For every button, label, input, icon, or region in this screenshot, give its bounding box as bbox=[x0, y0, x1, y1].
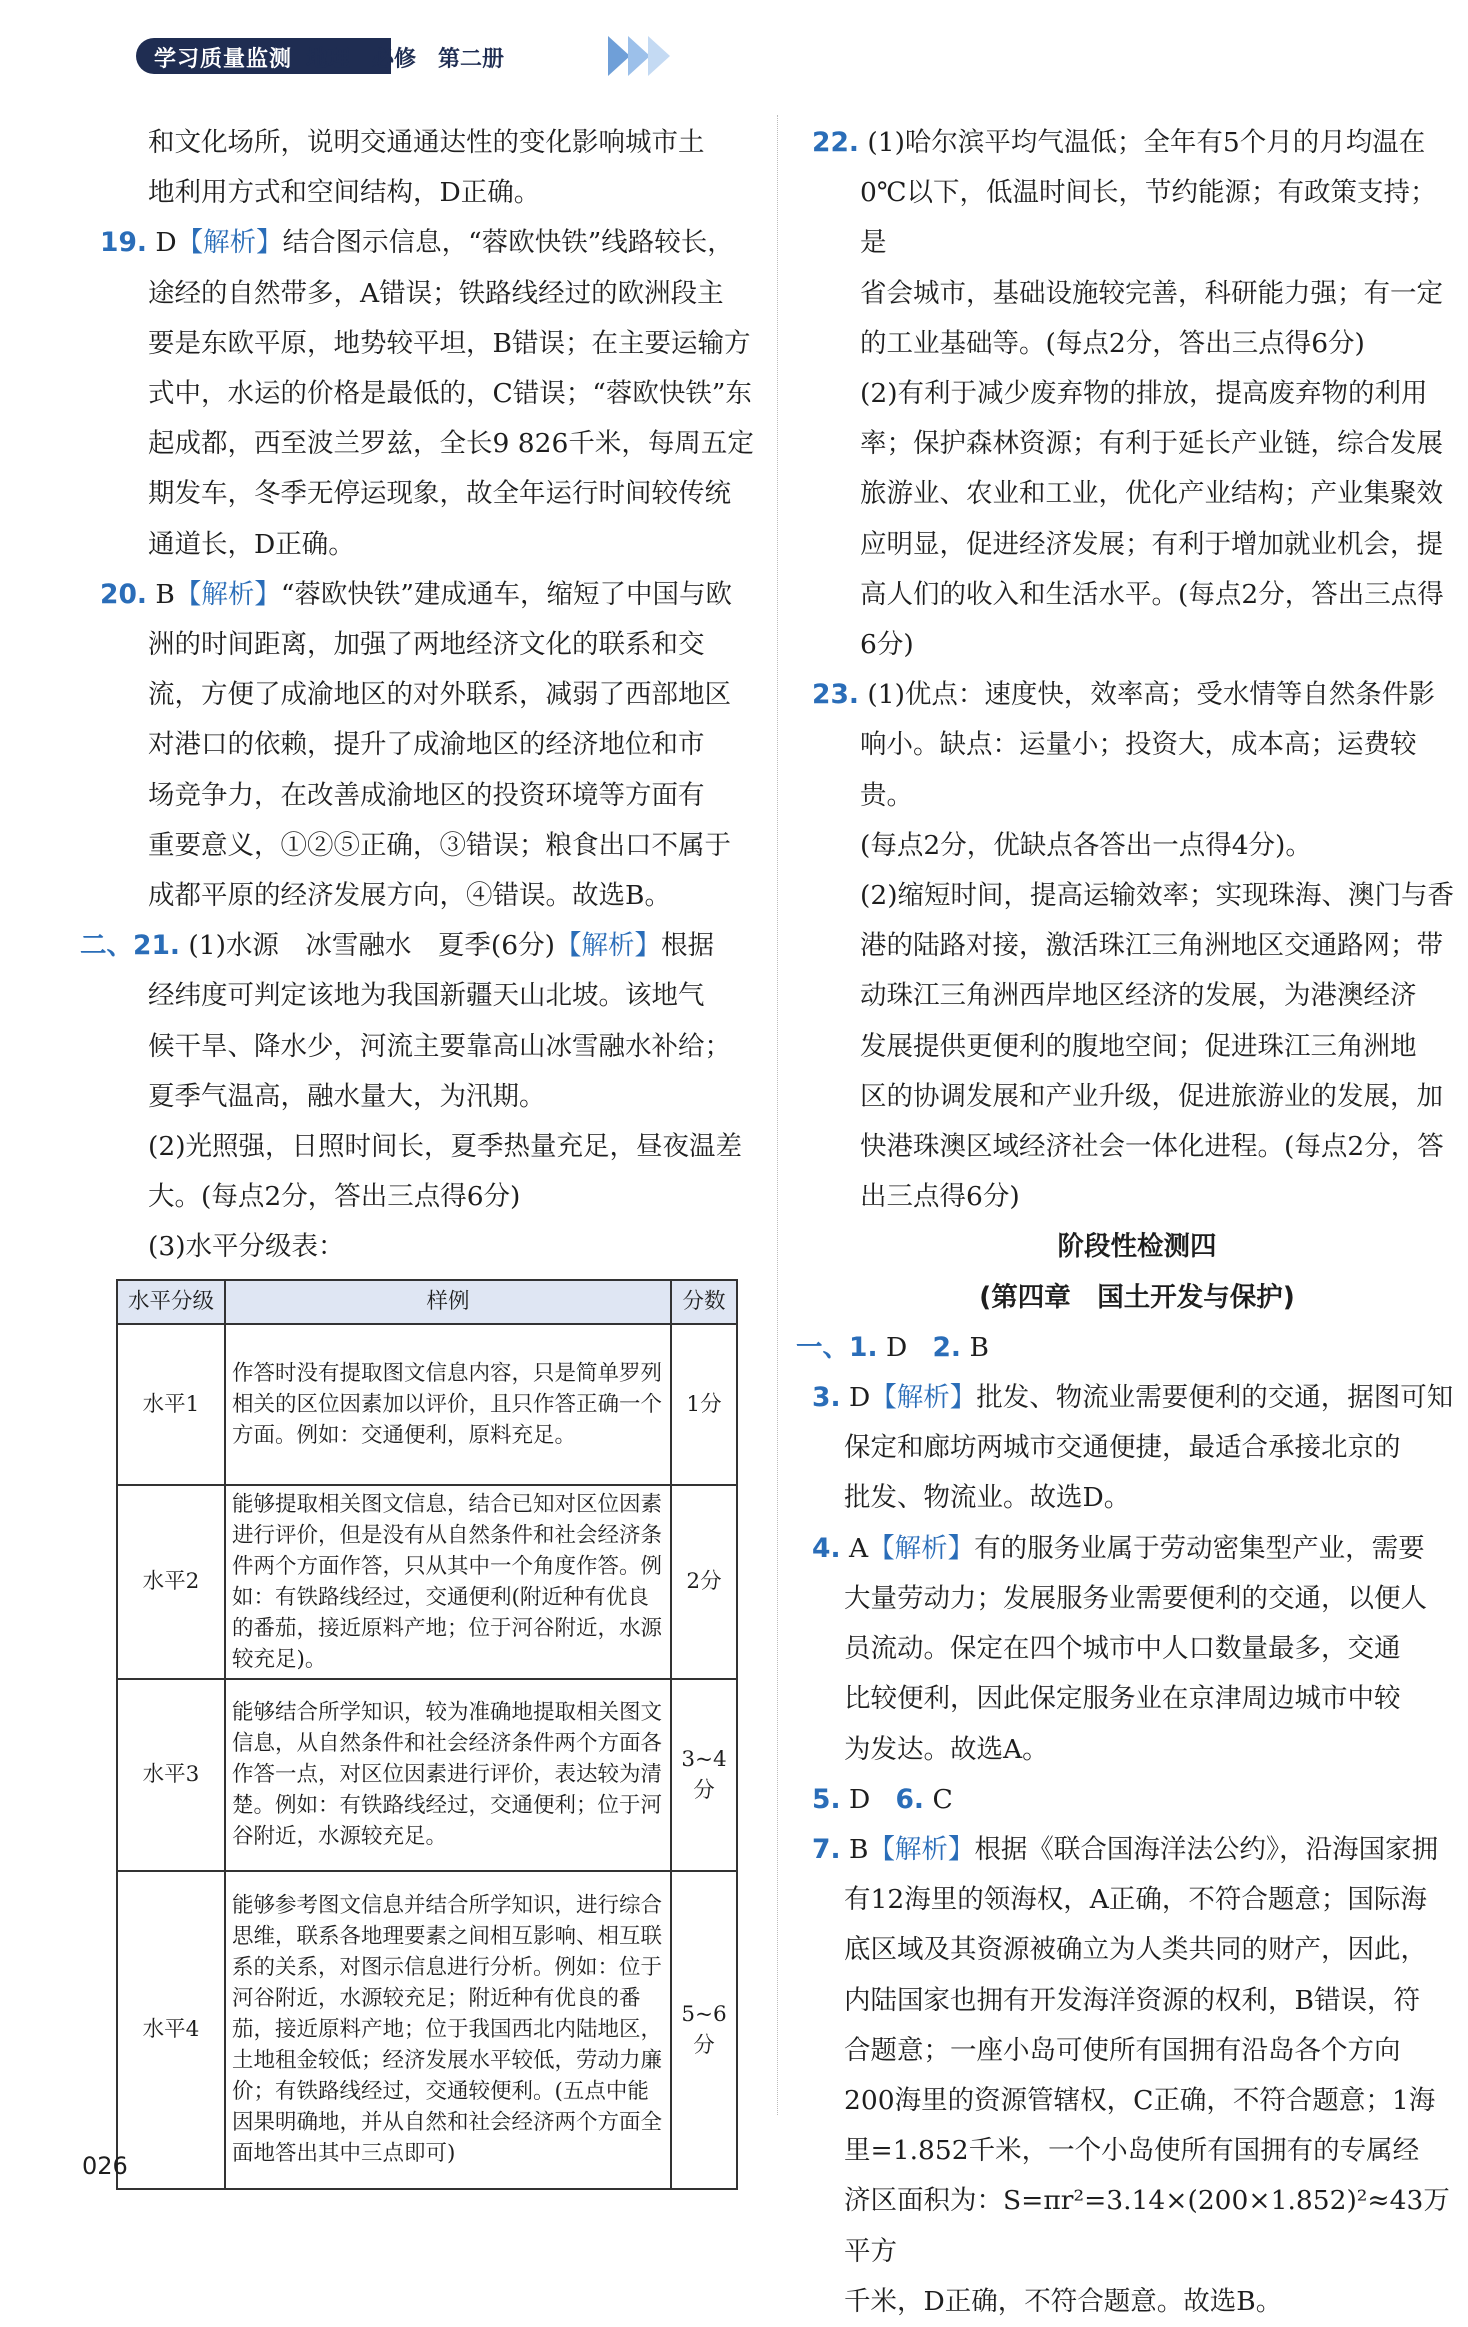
table-row bbox=[117, 1871, 737, 2189]
right-column bbox=[796, 118, 1462, 2327]
table-row bbox=[117, 1324, 737, 1485]
q5-q6-answers: 5. D 6. C bbox=[812, 1783, 953, 1815]
score-cell: 1分 bbox=[671, 1324, 737, 1485]
example-cell: 作答时没有提取图文信息内容，只是简单罗列相关的区位因素加以评价，且只作答正确一个方面。例如：交通便利，原料充足。 bbox=[225, 1324, 671, 1485]
q4-answer: 4. A【解析】有的服务业属于劳动密集型产业，需要 大量劳动力；发展服务业需要便利的交通，以便人 员流动。保定在四个城市中人口数量最多，交通 比较便利，因此保定服务业在京津周边城市中较 为发达。故选A。 bbox=[812, 1532, 1427, 1765]
table-row bbox=[117, 1485, 737, 1679]
q3-answer: 3. D【解析】批发、物流业需要便利的交通，据图可知 保定和廊坊两城市交通便捷，最适合承接北京的 批发、物流业。故选D。 bbox=[812, 1382, 1454, 1514]
level-cell: 水平4 bbox=[117, 1871, 225, 2189]
example-cell: 能够提取相关图文信息，结合已知对区位因素进行评价，但是没有从自然条件和社会经济条件两个方面作答，只从其中一个角度作答。例如：有铁路线经过，交通便利(附近种有优良的番茄，接近原料产地；位于河谷附近，水源较充足)。 bbox=[225, 1485, 671, 1679]
q21-answer: 二、21. (1)水源 冰雪融水 夏季(6分)【解析】根据 经纬度可判定该地为我国新疆天山北坡。该地气 候干旱、降水少，河流主要靠高山冰雪融水补给； 夏季气温高，融水量大，为汛期。 (2)光照强，日照时间长，夏季热量充足，昼夜温差 大。(每点2分，答出三点得6分) (3)水平分级表： bbox=[80, 930, 743, 1263]
section-subtitle: (第四章 国土开发与保护) bbox=[979, 1281, 1295, 1313]
arrow-icon bbox=[608, 36, 630, 76]
table-header: 样例 bbox=[225, 1280, 671, 1324]
score-cell: 2分 bbox=[671, 1485, 737, 1679]
q23-answer: 23. (1)优点：速度快，效率高；受水情等自然条件影 响小。缺点：运量小；投资大，成本高；运费较贵。 (每点2分，优缺点各答出一点得4分)。 (2)缩短时间，提高运输效率；实现珠海、澳门与香 港的陆路对接，激活珠江三角洲地区交通路网；带 动珠江三角洲西岸地区经济的发展，为港澳经济 发展提供更便利的腹地空间；促进珠江三角洲地 区的协调发展和产业升级，促进旅游业的发展，加 快港珠澳区域经济社会一体化进程。(每点2分，答 出三点得6分) bbox=[812, 679, 1455, 1213]
table-header-row bbox=[117, 1280, 737, 1324]
left-column bbox=[80, 118, 760, 2190]
level-grading-table bbox=[116, 1279, 738, 2190]
column-divider bbox=[777, 115, 778, 2115]
section-title: 阶段性检测四 bbox=[1057, 1231, 1217, 1263]
score-cell: 5~6分 bbox=[671, 1871, 737, 2189]
series-badge-label: 学习质量监测 bbox=[154, 47, 293, 72]
q1-q2-answers: 一、1. D 2. B bbox=[796, 1331, 989, 1363]
table-header: 分数 bbox=[671, 1280, 737, 1324]
q20-answer: 20. B【解析】“蓉欧快铁”建成通车，缩短了中国与欧 洲的时间距离，加强了两地经济文化的联系和交 流，方便了成渝地区的对外联系，减弱了西部地区 对港口的依赖，提升了成渝地区的经济地位和市 场竞争力，在改善成渝地区的投资环境等方面有 重要意义，①②⑤正确，③错误；粮食出口不属于 成都平原的经济发展方向，④错误。故选B。 bbox=[100, 578, 732, 912]
arrow-icon bbox=[628, 36, 650, 76]
q19-answer: 19. D【解析】结合图示信息，“蓉欧快铁”线路较长， 途经的自然带多，A错误；铁路线经过的欧洲段主 要是东欧平原，地势较平坦，B错误；在主要运输方 式中，水运的价格是最低的，C错误；“蓉欧快铁”东 起成都，西至波兰罗兹，全长9 826千米，每周五定 期发车，冬季无停运现象，故全年运行时间较传统 通道长，D正确。 bbox=[100, 227, 754, 560]
score-cell: 3~4分 bbox=[671, 1679, 737, 1871]
example-cell: 能够参考图文信息并结合所学知识，进行综合思维，联系各地理要素之间相互影响、相互联系的关系，对图示信息进行分析。例如：位于河谷附近，水源较充足；附近种有优良的番茄，接近原料产地；位于我国西北内陆地区，土地租金较低；经济发展水平较低，劳动力廉价；有铁路线经过，交通较便利。(五点中能因果明确地，并从自然和社会经济两个方面全面地答出其中三点即可) bbox=[225, 1871, 671, 2189]
page-header bbox=[88, 22, 668, 84]
level-cell: 水平3 bbox=[117, 1679, 225, 1871]
q18-continuation: 和文化场所，说明交通通达性的变化影响城市土 地利用方式和空间结构，D正确。 bbox=[148, 127, 705, 209]
q7-answer: 7. B【解析】根据《联合国海洋法公约》，沿海国家拥 有12海里的领海权，A正确，不符合题意；国际海 底区域及其资源被确立为人类共同的财产，因此， 内陆国家也拥有开发海洋资源的权利，B错误，符 合题意；一座小岛可使所有国拥有沿岛各个方向 200海里的资源管辖权，C正确，不符合题意；1海 里=1.852千米，一个小岛使所有国拥有的专属经 济区面积为：S=πr²=3.14×(200×1.852)²≈43万平方 千米，D正确，不符合题意。故选B。 bbox=[812, 1833, 1450, 2317]
subject-label: 地理 必修 第二册 bbox=[306, 47, 505, 72]
arrow-icon bbox=[648, 36, 670, 76]
table-row bbox=[117, 1679, 737, 1871]
page-number: 026 bbox=[82, 2152, 128, 2180]
example-cell: 能够结合所学知识，较为准确地提取相关图文信息，从自然条件和社会经济条件两个方面各作答一点，对区位因素进行评价，表达较为清楚。例如：有铁路线经过，交通便利；位于河谷附近，水源较充足。 bbox=[225, 1679, 671, 1871]
table-header: 水平分级 bbox=[117, 1280, 225, 1324]
level-cell: 水平2 bbox=[117, 1485, 225, 1679]
level-cell: 水平1 bbox=[117, 1324, 225, 1485]
q22-answer: 22. (1)哈尔滨平均气温低；全年有5个月的月均温在 0℃以下，低温时间长，节约能源；有政策支持；是 省会城市，基础设施较完善，科研能力强；有一定 的工业基础等。(每点2分，答出三点得6分) (2)有利于减少废弃物的排放，提高废弃物的利用 率；保护森林资源；有利于延长产业链，综合发展 旅游业、农业和工业，优化产业结构；产业集聚效 应明显，促进经济发展；有利于增加就业机会，提 高人们的收入和生活水平。(每点2分，答出三点得 6分) bbox=[812, 127, 1444, 661]
